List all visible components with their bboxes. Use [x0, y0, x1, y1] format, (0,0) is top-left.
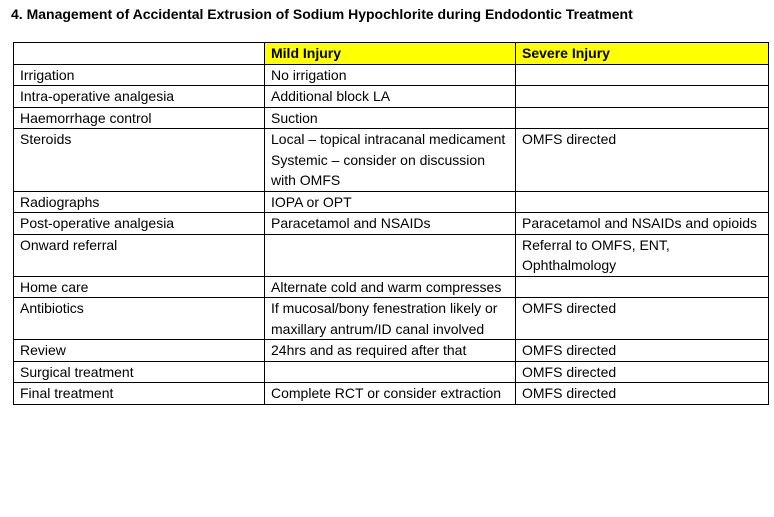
table-row	[14, 213, 769, 235]
table-header-row	[14, 43, 769, 65]
management-table	[13, 42, 769, 405]
row-mild: Suction	[265, 107, 516, 129]
row-severe: OMFS directed	[516, 340, 769, 362]
page-title: 4. Management of Accidental Extrusion of Sodium Hypochlorite during Endodontic Treatment	[11, 6, 633, 22]
row-severe: OMFS directed	[516, 383, 769, 405]
row-mild: Alternate cold and warm compresses	[265, 276, 516, 298]
row-mild: Local – topical intracanal medicament Systemic – consider on discussion with OMFS	[265, 129, 516, 192]
row-item: Final treatment	[14, 383, 265, 405]
row-item: Steroids	[14, 129, 265, 192]
row-item: Antibiotics	[14, 298, 265, 340]
table-row	[14, 276, 769, 298]
table-row	[14, 191, 769, 213]
row-item: Review	[14, 340, 265, 362]
row-item: Home care	[14, 276, 265, 298]
row-severe	[516, 86, 769, 108]
row-mild: Paracetamol and NSAIDs	[265, 213, 516, 235]
table-row	[14, 361, 769, 383]
row-item: Surgical treatment	[14, 361, 265, 383]
row-item: Radiographs	[14, 191, 265, 213]
table-row	[14, 383, 769, 405]
header-item	[14, 43, 265, 65]
table-row	[14, 340, 769, 362]
row-severe: OMFS directed	[516, 298, 769, 340]
row-mild: 24hrs and as required after that	[265, 340, 516, 362]
row-severe: Paracetamol and NSAIDs and opioids	[516, 213, 769, 235]
row-item: Onward referral	[14, 234, 265, 276]
row-mild: If mucosal/bony fenestration likely or maxillary antrum/ID canal involved	[265, 298, 516, 340]
row-item: Haemorrhage control	[14, 107, 265, 129]
row-item: Intra-operative analgesia	[14, 86, 265, 108]
row-severe	[516, 64, 769, 86]
header-severe-injury: Severe Injury	[516, 43, 769, 65]
table-row	[14, 234, 769, 276]
table-row	[14, 86, 769, 108]
row-severe: OMFS directed	[516, 129, 769, 192]
row-mild: Additional block LA	[265, 86, 516, 108]
row-mild	[265, 361, 516, 383]
row-item: Irrigation	[14, 64, 265, 86]
table-row	[14, 129, 769, 192]
row-severe: Referral to OMFS, ENT, Ophthalmology	[516, 234, 769, 276]
row-severe	[516, 276, 769, 298]
row-mild: IOPA or OPT	[265, 191, 516, 213]
header-mild-injury: Mild Injury	[265, 43, 516, 65]
row-mild: Complete RCT or consider extraction	[265, 383, 516, 405]
row-item: Post-operative analgesia	[14, 213, 265, 235]
table-row	[14, 64, 769, 86]
row-severe: OMFS directed	[516, 361, 769, 383]
row-severe	[516, 107, 769, 129]
row-mild	[265, 234, 516, 276]
row-mild: No irrigation	[265, 64, 516, 86]
row-severe	[516, 191, 769, 213]
table-row	[14, 107, 769, 129]
table-row	[14, 298, 769, 340]
